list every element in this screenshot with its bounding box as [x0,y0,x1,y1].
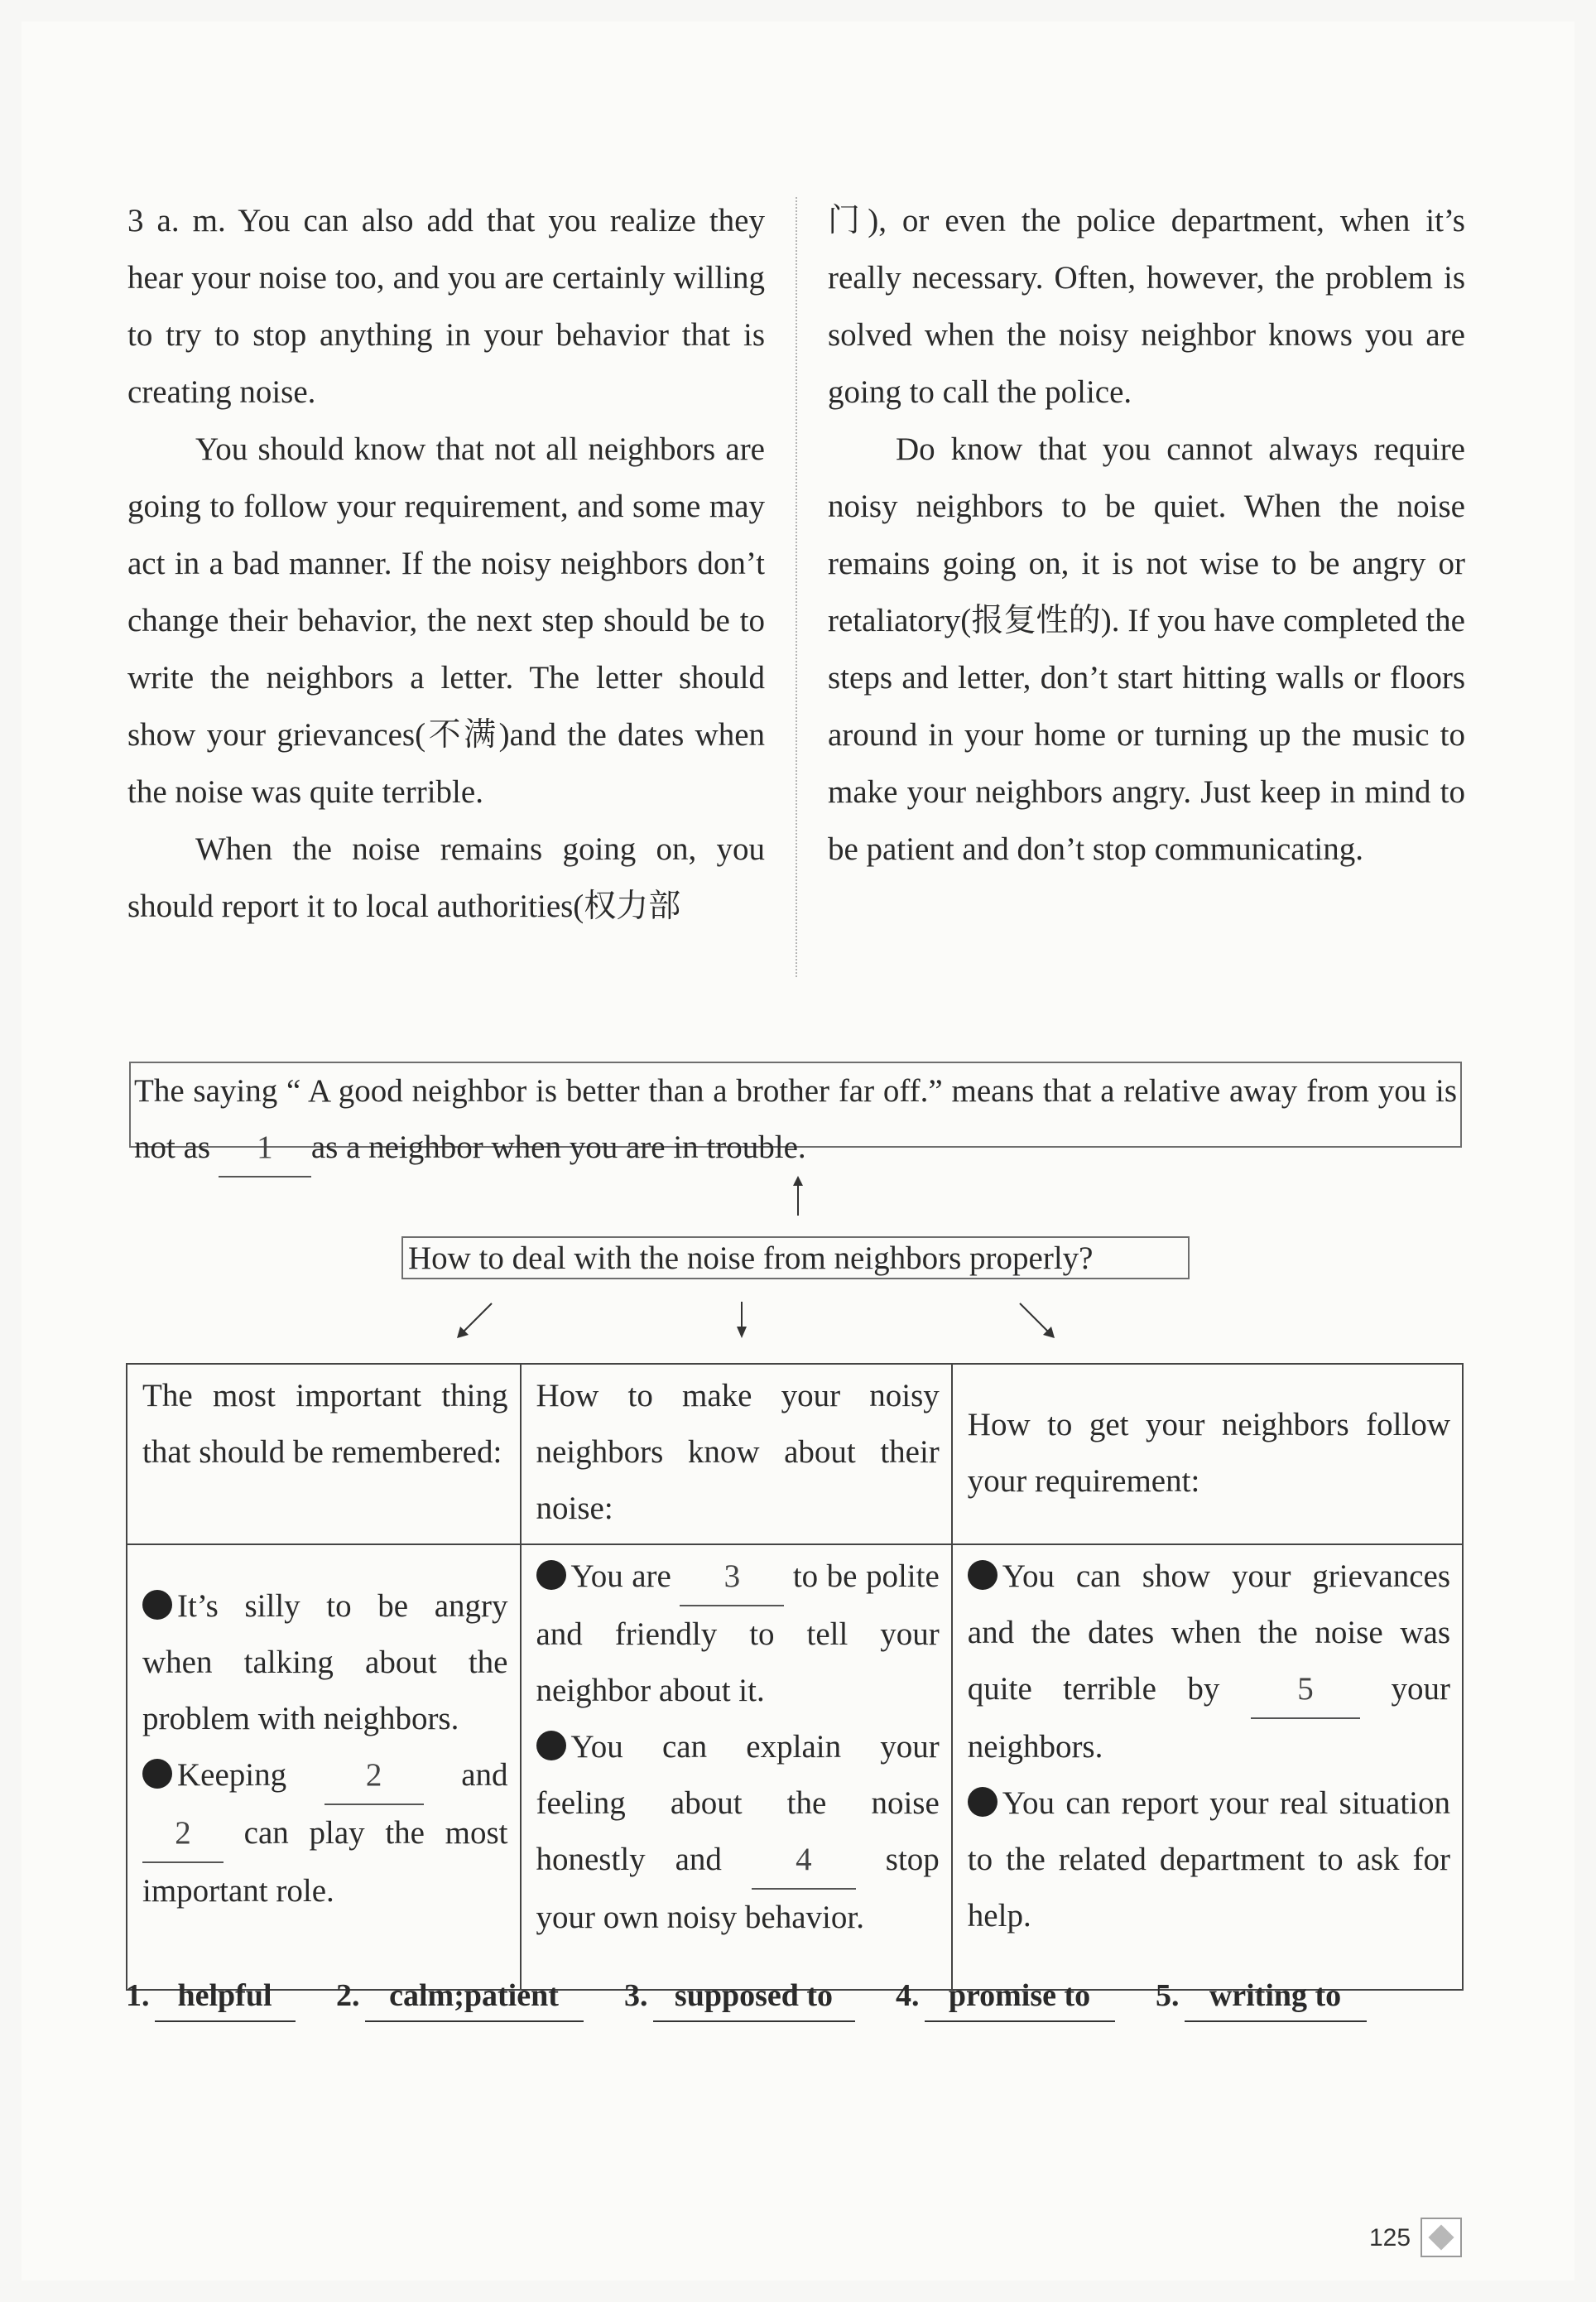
bullet-text: stop your own noisy behavior. [536,1842,940,1935]
bullet-text: can play the most important role. [142,1815,508,1909]
bullet-text: You can explain your feeling about the noise honestly and [536,1729,940,1877]
fill-in-blank[interactable]: 1 [219,1120,311,1177]
passage-paragraph: 3 a. m. You can also add that you realize they hear your noise too, and you are certainly willing to try to stop anything in your behavior that is creating noise. [127,203,765,410]
table-header-cell: How to get your neighbors follow your requirement: [952,1364,1463,1544]
bullet-text: and [423,1757,508,1793]
bullet-point [142,1747,508,1919]
bullet-text: to be polite and friendly to tell your neighbor about it. [536,1558,940,1708]
bullet-dot-icon [142,1759,172,1789]
bullet-point [968,1548,1450,1775]
saying-box [129,1062,1462,1165]
answer-number: 1. [126,1978,150,2013]
bullet-text: You can show your grievances and the dates when the noise was quite terrible by [967,1558,1450,1707]
bullet-point [142,1578,508,1747]
bullet-text: You can report your real situation to the related department to ask for help. [967,1785,1450,1934]
passage-paragraph: When the noise remains going on, you should report it to local authorities(权力部 [127,831,765,924]
fill-in-blank[interactable]: 3 [680,1548,784,1606]
passage-paragraph: You should know that not all neighbors are going to follow your requirement, and some may act in a bad manner. If the noisy neighbors don’t change their behavior, the next step should be to write the neighbors a letter. The letter should show your grievances(不满)and the dates when the noise was quite terrible. [127,431,765,810]
bullet-text: You are [570,1558,680,1594]
bullet-dot-icon [968,1787,997,1817]
table-cell [521,1544,952,1990]
answer-key [126,1971,1400,2022]
answer-text: promise to [925,1971,1115,2022]
bullet-dot-icon [536,1560,566,1590]
saying-text: as a neighbor when you are in trouble. [310,1129,806,1165]
fill-in-blank[interactable]: 5 [1251,1661,1360,1719]
answer-text: helpful [155,1971,296,2022]
answer-text: writing to [1185,1971,1367,2022]
answer-number: 4. [896,1978,920,2013]
table-cell [952,1544,1463,1990]
passage-paragraph: Do know that you cannot always require noisy neighbors to be quiet. When the noise remains going on, it is not wise to be angry or retaliatory(报复性的). If you have completed the steps and letter, don’t start hitting walls or floors around in your home or turning up the music to make your neighbors angry. Just keep in mind to be patient and don’t stop communicating. [828,431,1465,867]
bullet-point [968,1775,1450,1944]
bullet-dot-icon [142,1590,172,1620]
bullet-text: It’s silly to be angry when talking about the problem with neighbors. [142,1588,508,1736]
saying-text: The saying “ A good neighbor is better than a brother far off.” means that a relative away from you is not as [134,1073,1457,1165]
central-question: How to deal with the noise from neighbors properly? [408,1240,1094,1276]
passage-paragraph: 门), or even the police department, when it’s really necessary. Often, however, the problem is solved when the noisy neighbor knows you are going to call the police. [828,203,1465,410]
passage-right-column [828,192,1465,878]
answer-text: supposed to [653,1971,855,2022]
down-right-arrow-icon [1015,1298,1058,1341]
column-divider [796,197,797,977]
strategy-table [126,1363,1464,1991]
down-left-arrow-icon [454,1298,497,1341]
answer-number: 3. [624,1978,648,2013]
passage-left-column [127,192,765,935]
bullet-dot-icon [968,1560,997,1590]
bullet-text: your neighbors. [967,1671,1450,1765]
central-question-box [401,1236,1190,1279]
bullet-dot-icon [536,1731,566,1760]
diamond-icon [1421,2218,1462,2257]
bullet-point [536,1548,940,1719]
fill-in-blank[interactable]: 2 [324,1747,424,1805]
table-body-row [127,1544,1463,1990]
bullet-text: Keeping [177,1757,324,1793]
fill-in-blank[interactable]: 2 [142,1805,224,1863]
table-cell [127,1544,521,1990]
answer-number: 5. [1156,1978,1180,2013]
bullet-point [536,1719,940,1946]
table-header-cell: The most important thing that should be remembered: [127,1364,521,1544]
up-arrow-icon [786,1174,810,1216]
table-header-row [127,1364,1463,1544]
down-arrow-icon [720,1298,763,1341]
answer-number: 2. [336,1978,360,2013]
table-header-cell: How to make your noisy neighbors know about their noise: [521,1364,952,1544]
fill-in-blank[interactable]: 4 [752,1832,856,1890]
page-number: 125 [1369,2224,1411,2251]
answer-text: calm;patient [365,1971,584,2022]
